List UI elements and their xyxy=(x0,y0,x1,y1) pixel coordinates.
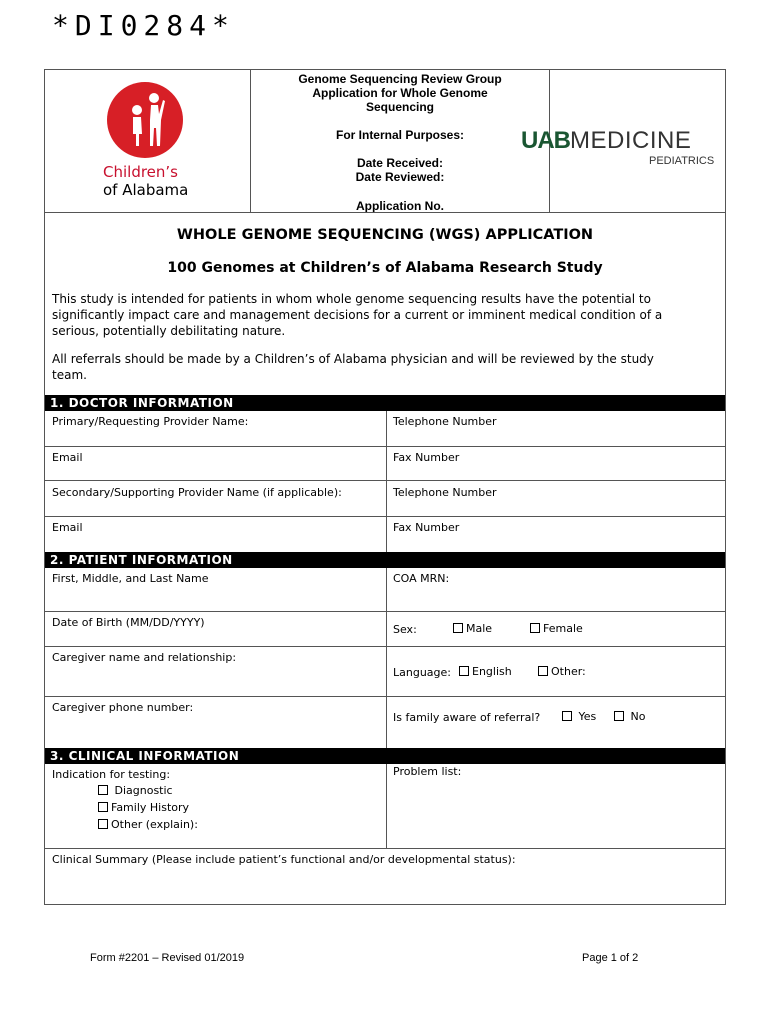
review-group-box xyxy=(250,70,550,212)
clinical-column-divider xyxy=(386,764,387,848)
patient-name-field[interactable]: First, Middle, and Last Name xyxy=(52,572,209,585)
header-divider xyxy=(45,212,725,213)
dob-field[interactable]: Date of Birth (MM/DD/YYYY) xyxy=(52,616,205,629)
intro-paragraph-2 xyxy=(52,351,717,383)
page-title: WHOLE GENOME SEQUENCING (WGS) APPLICATION xyxy=(176,227,594,243)
family-history-label: Family History xyxy=(111,801,190,814)
telephone-field-1[interactable]: Telephone Number xyxy=(393,415,497,428)
female-option[interactable] xyxy=(530,622,583,635)
diagnostic-checkbox[interactable] xyxy=(98,785,108,795)
clinical-summary-field[interactable]: Clinical Summary (Please include patient’s functional and/or developmental status): xyxy=(52,853,516,866)
other-language-option[interactable] xyxy=(538,665,586,678)
aware-no-option[interactable] xyxy=(614,710,645,723)
date-received-field[interactable]: Date Received: xyxy=(356,156,444,170)
secondary-provider-field[interactable]: Secondary/Supporting Provider Name (if applicable): xyxy=(52,486,342,499)
uab-medicine-word: MEDICINE xyxy=(570,127,692,154)
male-option[interactable] xyxy=(453,622,492,635)
application-no-field[interactable]: Application No. xyxy=(356,199,444,213)
language-label: Language: xyxy=(393,666,451,679)
email-field-1[interactable]: Email xyxy=(52,451,83,464)
other-language-label: Other: xyxy=(551,665,586,678)
other-language-checkbox[interactable] xyxy=(538,666,548,676)
section-doctor-heading: 1. DOCTOR INFORMATION xyxy=(45,395,725,411)
logo-childrens: Children’s xyxy=(103,163,178,181)
primary-provider-field[interactable]: Primary/Requesting Provider Name: xyxy=(52,415,249,428)
row-divider xyxy=(45,696,725,697)
english-option[interactable] xyxy=(459,665,512,678)
intro2-line-2: team. xyxy=(52,368,87,382)
other-explain-checkbox[interactable] xyxy=(98,819,108,829)
doctor-column-divider xyxy=(386,411,387,552)
barcode-text: *DI0284* xyxy=(52,9,235,42)
logo-of-alabama: of Alabama xyxy=(103,181,189,199)
form-number: Form #2201 – Revised 01/2019 xyxy=(90,952,245,964)
intro1-line-3: serious, potentially debilitating nature. xyxy=(52,324,286,338)
no-label: No xyxy=(630,710,646,723)
telephone-field-2[interactable]: Telephone Number xyxy=(393,486,497,499)
diagnostic-option[interactable] xyxy=(98,784,173,797)
page-subtitle: 100 Genomes at Children’s of Alabama Research Study xyxy=(167,260,603,276)
childrens-logo-icon xyxy=(105,80,185,160)
row-divider xyxy=(45,611,725,612)
male-label: Male xyxy=(466,622,493,635)
family-aware-label: Is family aware of referral? xyxy=(393,711,541,724)
caregiver-field[interactable]: Caregiver name and relationship: xyxy=(52,651,237,664)
diagnostic-label: Diagnostic xyxy=(114,784,173,797)
childrens-logo-text xyxy=(103,163,188,199)
fax-field-2[interactable]: Fax Number xyxy=(393,521,460,534)
no-checkbox[interactable] xyxy=(614,711,624,721)
form-frame xyxy=(44,69,726,905)
row-divider xyxy=(45,480,725,481)
section-patient-heading: 2. PATIENT INFORMATION xyxy=(45,552,725,568)
coa-mrn-field[interactable]: COA MRN: xyxy=(393,572,450,585)
family-history-option[interactable] xyxy=(98,801,189,814)
indication-label: Indication for testing: xyxy=(52,768,171,781)
female-label: Female xyxy=(543,622,583,635)
intro1-line-1: This study is intended for patients in whom whole genome sequencing results have the potential to xyxy=(52,292,651,306)
other-explain-option[interactable] xyxy=(98,818,198,831)
english-label: English xyxy=(472,665,512,678)
other-explain-label: Other (explain): xyxy=(111,818,198,831)
group-line-2: Application for Whole Genome xyxy=(312,86,488,100)
section-clinical-heading: 3. CLINICAL INFORMATION xyxy=(45,748,725,764)
yes-label: Yes xyxy=(578,710,597,723)
uab-logo-mark: UAB xyxy=(521,127,570,154)
fax-field-1[interactable]: Fax Number xyxy=(393,451,460,464)
family-history-checkbox[interactable] xyxy=(98,802,108,812)
email-field-2[interactable]: Email xyxy=(52,521,83,534)
row-divider xyxy=(45,446,725,447)
intro-paragraph-1 xyxy=(52,291,717,339)
uab-pediatrics: PEDIATRICS xyxy=(649,155,715,167)
row-divider xyxy=(45,848,725,849)
page-number: Page 1 of 2 xyxy=(582,952,639,964)
male-checkbox[interactable] xyxy=(453,623,463,633)
sex-label: Sex: xyxy=(393,623,417,636)
female-checkbox[interactable] xyxy=(530,623,540,633)
intro1-line-2: significantly impact care and management decisions for a current or imminent medical condition of a xyxy=(52,308,663,322)
intro2-line-1: All referrals should be made by a Children’s of Alabama physician and will be reviewed by the study xyxy=(52,352,654,366)
internal-purposes: For Internal Purposes: xyxy=(335,128,465,142)
yes-checkbox[interactable] xyxy=(562,711,572,721)
patient-column-divider xyxy=(386,568,387,748)
aware-yes-option[interactable] xyxy=(562,710,596,723)
date-reviewed-field[interactable]: Date Reviewed: xyxy=(355,170,445,184)
problem-list-field[interactable]: Problem list: xyxy=(393,765,462,778)
caregiver-phone-field[interactable]: Caregiver phone number: xyxy=(52,701,194,714)
group-line-1: Genome Sequencing Review Group xyxy=(298,72,502,86)
group-line-3: Sequencing xyxy=(365,100,434,114)
english-checkbox[interactable] xyxy=(459,666,469,676)
row-divider xyxy=(45,646,725,647)
row-divider xyxy=(45,516,725,517)
